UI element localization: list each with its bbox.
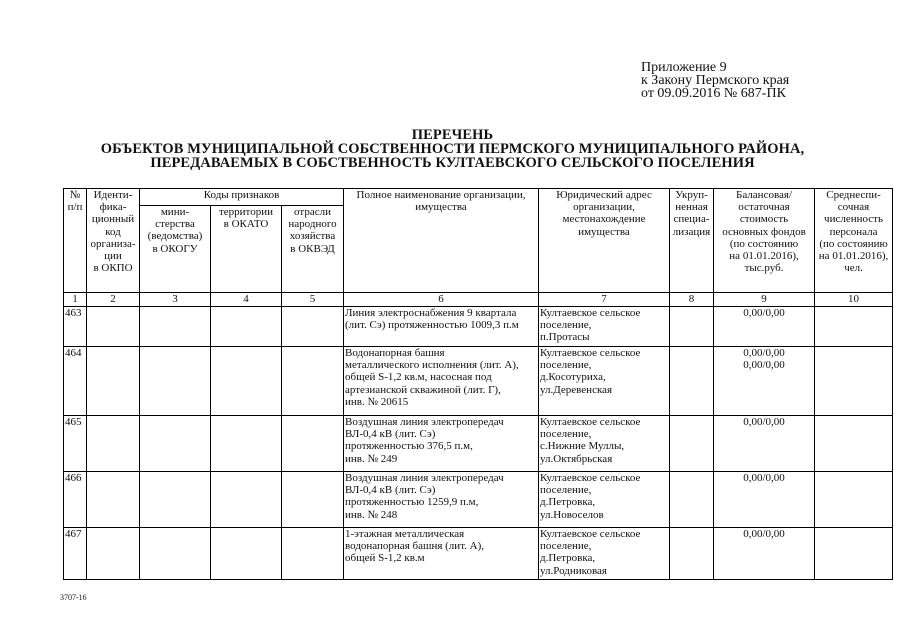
okpo-cell [87, 347, 140, 416]
specialization-cell [670, 416, 714, 472]
specialization-cell [670, 472, 714, 528]
property-address: Култаевское сельское поселение, с.Нижние Муллы, ул.Октябрьская [539, 416, 670, 472]
header-col-okato: территории в ОКАТО [211, 206, 282, 293]
okpo-cell [87, 416, 140, 472]
property-value: 0,00/0,00 [714, 307, 815, 347]
header-col-address: Юридический адрес организации, местонахождение имущества [539, 189, 670, 293]
okato-cell [211, 416, 282, 472]
property-address: Култаевское сельское поселение, д.Косотуриха, ул.Деревенская [539, 347, 670, 416]
column-number: 4 [211, 293, 282, 307]
row-number: 464 [64, 347, 87, 416]
row-number: 465 [64, 416, 87, 472]
header-col-okogu: мини- стерства (ведомства) в ОКОГУ [140, 206, 211, 293]
staff-cell [815, 347, 893, 416]
title-line-2: ОБЪЕКТОВ МУНИЦИПАЛЬНОЙ СОБСТВЕННОСТИ ПЕРМСКОГО МУНИЦИПАЛЬНОГО РАЙОНА, [100, 141, 805, 157]
row-number: 463 [64, 307, 87, 347]
specialization-cell [670, 528, 714, 580]
property-name: 1-этажная металлическая водонапорная башня (лит. А), общей S-1,2 кв.м [344, 528, 539, 580]
property-value: 0,00/0,00 [714, 416, 815, 472]
document-title [0, 128, 905, 170]
column-number: 3 [140, 293, 211, 307]
property-name: Линия электроснабжения 9 квартала (лит. Сэ) протяженностью 1009,3 п.м [344, 307, 539, 347]
header-col-specialization: Укруп- ненная специа- лизация [670, 189, 714, 293]
appendix-line-3: от 09.09.2016 № 687-ПК [641, 86, 786, 101]
staff-cell [815, 472, 893, 528]
column-number-row [64, 293, 893, 307]
row-number: 466 [64, 472, 87, 528]
header-col-okved: отрасли народного хозяйства в ОКВЭД [282, 206, 344, 293]
okved-cell [282, 347, 344, 416]
title-line-3: ПЕРЕДАВАЕМЫХ В СОБСТВЕННОСТЬ КУЛТАЕВСКОГО СЕЛЬСКОГО ПОСЕЛЕНИЯ [150, 155, 755, 171]
table-row [64, 528, 893, 580]
okpo-cell [87, 528, 140, 580]
okogu-cell [140, 416, 211, 472]
property-value: 0,00/0,00 [714, 528, 815, 580]
okpo-cell [87, 472, 140, 528]
property-table [63, 188, 893, 580]
table-row [64, 416, 893, 472]
appendix-line-1: Приложение 9 [641, 60, 727, 75]
table-row [64, 307, 893, 347]
okved-cell [282, 472, 344, 528]
header-codes-group: Коды признаков [140, 189, 344, 206]
okogu-cell [140, 472, 211, 528]
okved-cell [282, 528, 344, 580]
okato-cell [211, 472, 282, 528]
property-value: 0,00/0,00 0,00/0,00 [714, 347, 815, 416]
table-row [64, 347, 893, 416]
okato-cell [211, 347, 282, 416]
table-row [64, 472, 893, 528]
column-number: 8 [670, 293, 714, 307]
property-value: 0,00/0,00 [714, 472, 815, 528]
title-line-1: ПЕРЕЧЕНЬ [411, 127, 494, 143]
property-name: Воздушная линия электропередач ВЛ-0,4 кВ (лит. Сэ) протяженностью 376,5 п.м, инв. № 249 [344, 416, 539, 472]
okved-cell [282, 307, 344, 347]
okved-cell [282, 416, 344, 472]
column-number: 6 [344, 293, 539, 307]
okogu-cell [140, 307, 211, 347]
staff-cell [815, 416, 893, 472]
property-name: Воздушная линия электропередач ВЛ-0,4 кВ (лит. Сэ) протяженностью 1259,9 п.м, инв. № 248 [344, 472, 539, 528]
header-col-num: № п/п [64, 189, 87, 293]
column-number: 5 [282, 293, 344, 307]
property-name: Водонапорная башня металлического исполнения (лит. А), общей S-1,2 кв.м, насосная под артезианской скважиной (лит. Г), инв. № 20615 [344, 347, 539, 416]
appendix-line-2: к Закону Пермского края [641, 73, 790, 88]
header-col-okpo: Иденти- фика- ционный код организа- ции в ОКПО [87, 189, 140, 293]
okogu-cell [140, 347, 211, 416]
okato-cell [211, 528, 282, 580]
appendix-block [641, 61, 789, 100]
specialization-cell [670, 307, 714, 347]
staff-cell [815, 528, 893, 580]
column-number: 9 [714, 293, 815, 307]
property-address: Култаевское сельское поселение, д.Петровка, ул.Новоселов [539, 472, 670, 528]
property-address: Култаевское сельское поселение, д.Петровка, ул.Родниковая [539, 528, 670, 580]
column-number: 7 [539, 293, 670, 307]
column-number: 1 [64, 293, 87, 307]
document-code: 3707-16 [60, 593, 87, 602]
row-number: 467 [64, 528, 87, 580]
header-col-staff: Среднеспи- сочная численность персонала (по состоянию на 01.01.2016), чел. [815, 189, 893, 293]
okato-cell [211, 307, 282, 347]
okogu-cell [140, 528, 211, 580]
header-col-value: Балансовая/ остаточная стоимость основных фондов (по состоянию на 01.01.2016), тыс.руб. [714, 189, 815, 293]
column-number: 2 [87, 293, 140, 307]
specialization-cell [670, 347, 714, 416]
column-number: 10 [815, 293, 893, 307]
okpo-cell [87, 307, 140, 347]
header-col-name: Полное наименование организации, имущества [344, 189, 539, 293]
staff-cell [815, 307, 893, 347]
property-address: Култаевское сельское поселение, п.Протасы [539, 307, 670, 347]
